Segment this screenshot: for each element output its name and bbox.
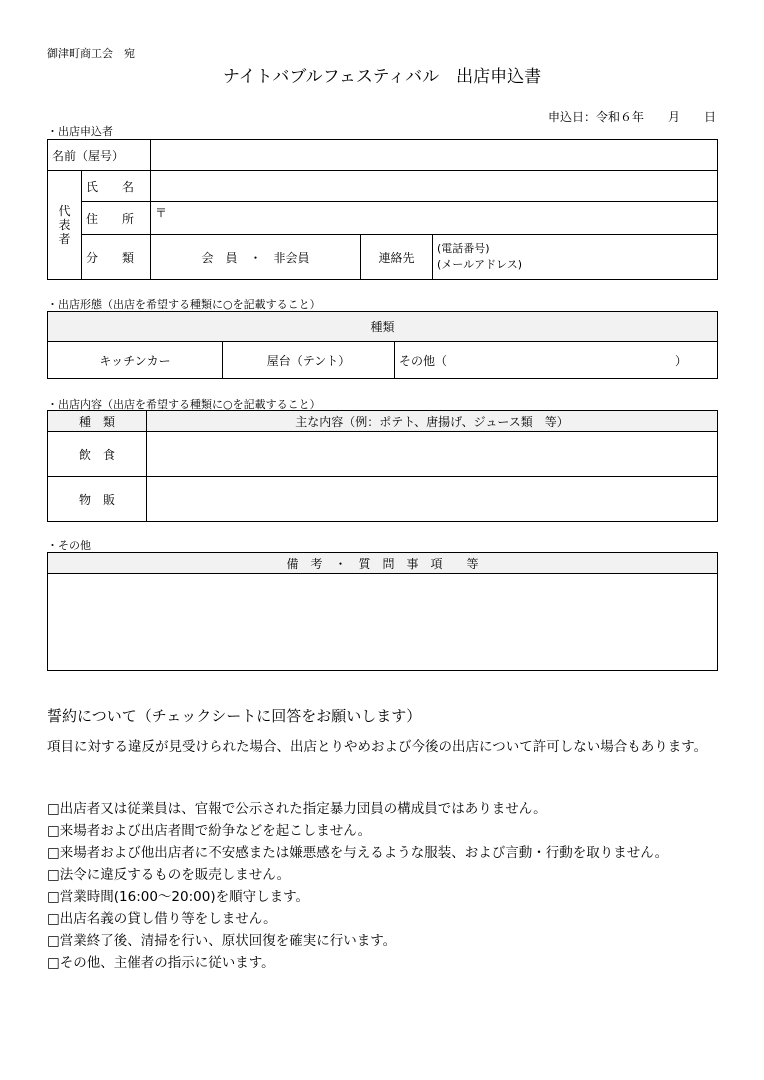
format-section-label: ・出店形態（出店を希望する種類に○を記載すること）	[47, 298, 321, 311]
pledge-item[interactable]: □その他、主催者の指示に従います。	[47, 955, 275, 971]
pledge-item[interactable]: □出店名義の貸し借り等をしません。	[47, 911, 277, 927]
content-food-field[interactable]	[147, 432, 718, 477]
pledge-item[interactable]: □営業終了後、清掃を行い、原状回復を確実に行います。	[47, 933, 397, 949]
pledge-item[interactable]: □営業時間(16:00～20:00)を順守します。	[47, 889, 310, 905]
content-table	[47, 410, 718, 522]
email-label: (メールアドレス)	[437, 258, 523, 271]
format-other-open: その他（	[399, 353, 448, 368]
pledge-item[interactable]: □来場者および出店者間で紛争などを起こしません。	[47, 823, 372, 839]
pledge-item[interactable]: □来場者および他出店者に不安感または嫌悪感を与えるような服装、および言動・行動を取りません。	[47, 845, 669, 861]
name-field[interactable]	[151, 140, 718, 171]
address-field[interactable]	[151, 202, 718, 235]
category-options[interactable]: 会 員 ・ 非会員	[151, 235, 361, 280]
applicant-table	[47, 139, 718, 280]
format-other[interactable]	[395, 342, 718, 379]
phone-label: (電話番号)	[437, 242, 490, 255]
addressee: 御津町商工会 宛	[47, 47, 135, 60]
format-other-close: ）	[674, 353, 687, 368]
pledge-item[interactable]: □出店者又は従業員は、官報で公示された指定暴力団員の構成員ではありません。	[47, 801, 547, 817]
postal-mark: 〒	[155, 206, 168, 220]
pledge-item[interactable]: □法令に違反するものを販売しません。	[47, 867, 291, 883]
content-type-header: 種 類	[48, 411, 147, 432]
remarks-field[interactable]	[48, 574, 718, 671]
content-goods-field[interactable]	[147, 477, 718, 522]
contact-label: 連絡先	[361, 235, 433, 280]
address-label: 住 所	[82, 202, 151, 235]
person-name-label: 氏 名	[82, 171, 151, 202]
contact-field[interactable]	[433, 235, 718, 280]
category-label: 分 類	[82, 235, 151, 280]
name-label: 名前（屋号）	[48, 140, 151, 171]
content-row-goods: 物 販	[48, 477, 147, 522]
representative-label: 代 表 者	[48, 171, 82, 280]
pledge-list	[47, 798, 737, 974]
applicant-section-label: ・出店申込者	[47, 125, 113, 138]
person-name-field[interactable]	[151, 171, 718, 202]
format-header: 種類	[48, 312, 718, 342]
form-title: ナイトバブルフェスティバル 出店申込書	[222, 67, 542, 87]
content-main-header: 主な内容（例：ポテト、唐揚げ、ジュース類 等）	[147, 411, 718, 432]
pledge-intro: 項目に対する違反が見受けられた場合、出店とりやめおよび今後の出店について許可しない場合もあります。	[47, 739, 708, 755]
format-tent[interactable]: 屋台（テント）	[223, 342, 395, 379]
format-kitchen-car[interactable]: キッチンカー	[48, 342, 223, 379]
content-row-food: 飲 食	[48, 432, 147, 477]
remarks-header: 備 考 ・ 質 問 事 項 等	[48, 553, 718, 574]
other-table	[47, 552, 718, 671]
pledge-title: 誓約について（チェックシートに回答をお願いします）	[47, 707, 422, 725]
other-section-label: ・その他	[47, 539, 91, 552]
format-table	[47, 311, 718, 379]
application-date: 申込日：令和６年 月 日	[547, 110, 716, 124]
content-section-label: ・出店内容（出店を希望する種類に○を記載すること）	[47, 398, 321, 411]
